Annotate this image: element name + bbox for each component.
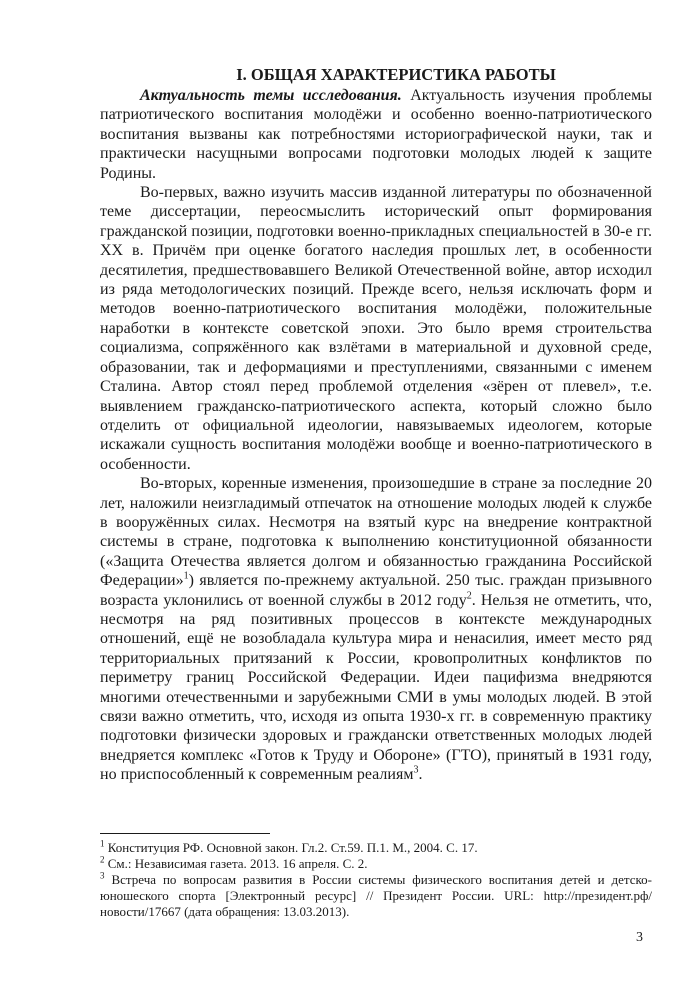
footnote-number: 2: [100, 854, 105, 865]
footnote-ref[interactable]: 2: [466, 590, 472, 602]
footnote-number: 3: [100, 870, 105, 881]
footnote-ref[interactable]: 3: [413, 764, 419, 776]
footnote-text: Конституция РФ. Основной закон. Гл.2. Ст.59. П.1. М., 2004. С. 17.: [104, 840, 478, 855]
section-heading: I. ОБЩАЯ ХАРАКТЕРИСТИКА РАБОТЫ: [236, 65, 556, 84]
footnotes: [100, 840, 652, 920]
body-text: [100, 86, 652, 785]
footnote-text: См.: Независимая газета. 2013. 16 апреля. С. 2.: [104, 856, 368, 871]
paragraph-secondly: [100, 474, 652, 785]
page-number: 3: [636, 930, 643, 945]
paragraph-segment: Во-вторых, коренные изменения, произошедшие в стране за последние 20 лет, наложили неизгладимый отпечаток на отношение молодых людей к службе в вооружённых силах. Несмотря на взятый курс на внедрение контрактной системы в стране, подготовка к выполнению конституционной обязанности («Защита Отечества является долгом и обязанностью гражданина Российской Федерации»: [100, 475, 652, 590]
footnote: [100, 872, 652, 920]
paragraph-segment: . Нельзя не отметить, что, несмотря на ряд позитивных процессов в контексте международных отношений, ещё не возобладала культура мира и ненасилия, имеет место ряд территориальных притязаний к России, кровопролитных конфликтов по периметру границ Российской Федерации. Идеи пацифизма внедряются многими отечественными и зарубежными СМИ в умы молодых людей. В этой связи важно отметить, что, исходя из опыта 1930-х гг. в современную практику подготовки физически здоровых и граждански ответственных молодых людей внедряется комплекс «Готов к Труду и Обороне» (ГТО), принятый в 1931 году, но приспособленный к современным реалиям: [100, 591, 652, 784]
footnote-number: 1: [100, 838, 105, 849]
footnote-text: Встреча по вопросам развития в России системы физического воспитания детей и детско-юношеского спорта [Электронный ресурс] // Президент России. URL: http://президент.рф/новости/17667 (дата обращения: 13.03.2013).: [100, 872, 652, 919]
paragraph-segment: .: [418, 766, 423, 784]
footnote: [100, 856, 652, 872]
footnote: [100, 840, 652, 856]
paragraph-lead: Актуальность темы исследования.: [140, 87, 402, 104]
paragraph-firstly: Во-первых, важно изучить массив изданной литературы по обозначенной теме диссертации, переосмыслить исторический опыт формирования гражданской позиции, подготовки военно-прикладных специальностей в 30-е гг. XX в. Причём при оценке богатого наследия прошлых лет, в особенности десятилетия, предшествовавшего Великой Отечественной войне, автор исходил из ряда методологических позиций. Прежде всего, нельзя исключать форм и методов военно-патриотического воспитания молодёжи, положительные наработки в контексте советской эпохи. Это было время строительства социализма, сопряжённого как взлётами в материальной и духовной среде, образовании, так и деформациями и преступлениями, связанными с именем Сталина. Автор стоял перед проблемой отделения «зёрен от плевел», т.е. выявлением гражданско-патриотического аспекта, который сложно было отделить от официальной идеологии, навязываемых идеологем, которые искажали сущность воспитания молодёжи вообще и военно-патриотического в особенности.: [100, 184, 652, 473]
paragraph-text: Актуальность изучения проблемы патриотического воспитания молодёжи и особенно военно-патриотического воспитания вызваны как потребностями историографической науки, так и практически насущными вопросами подготовки молодых людей к защите Родины.: [100, 87, 652, 182]
footnote-ref[interactable]: 1: [183, 570, 189, 582]
paragraph-relevance: [100, 86, 652, 183]
paragraph-segment: ) является по-прежнему актуальной. 250 тыс. граждан призывного возраста уклонились от военной службы в 2012 году: [100, 572, 652, 609]
footnote-divider: [100, 833, 270, 834]
